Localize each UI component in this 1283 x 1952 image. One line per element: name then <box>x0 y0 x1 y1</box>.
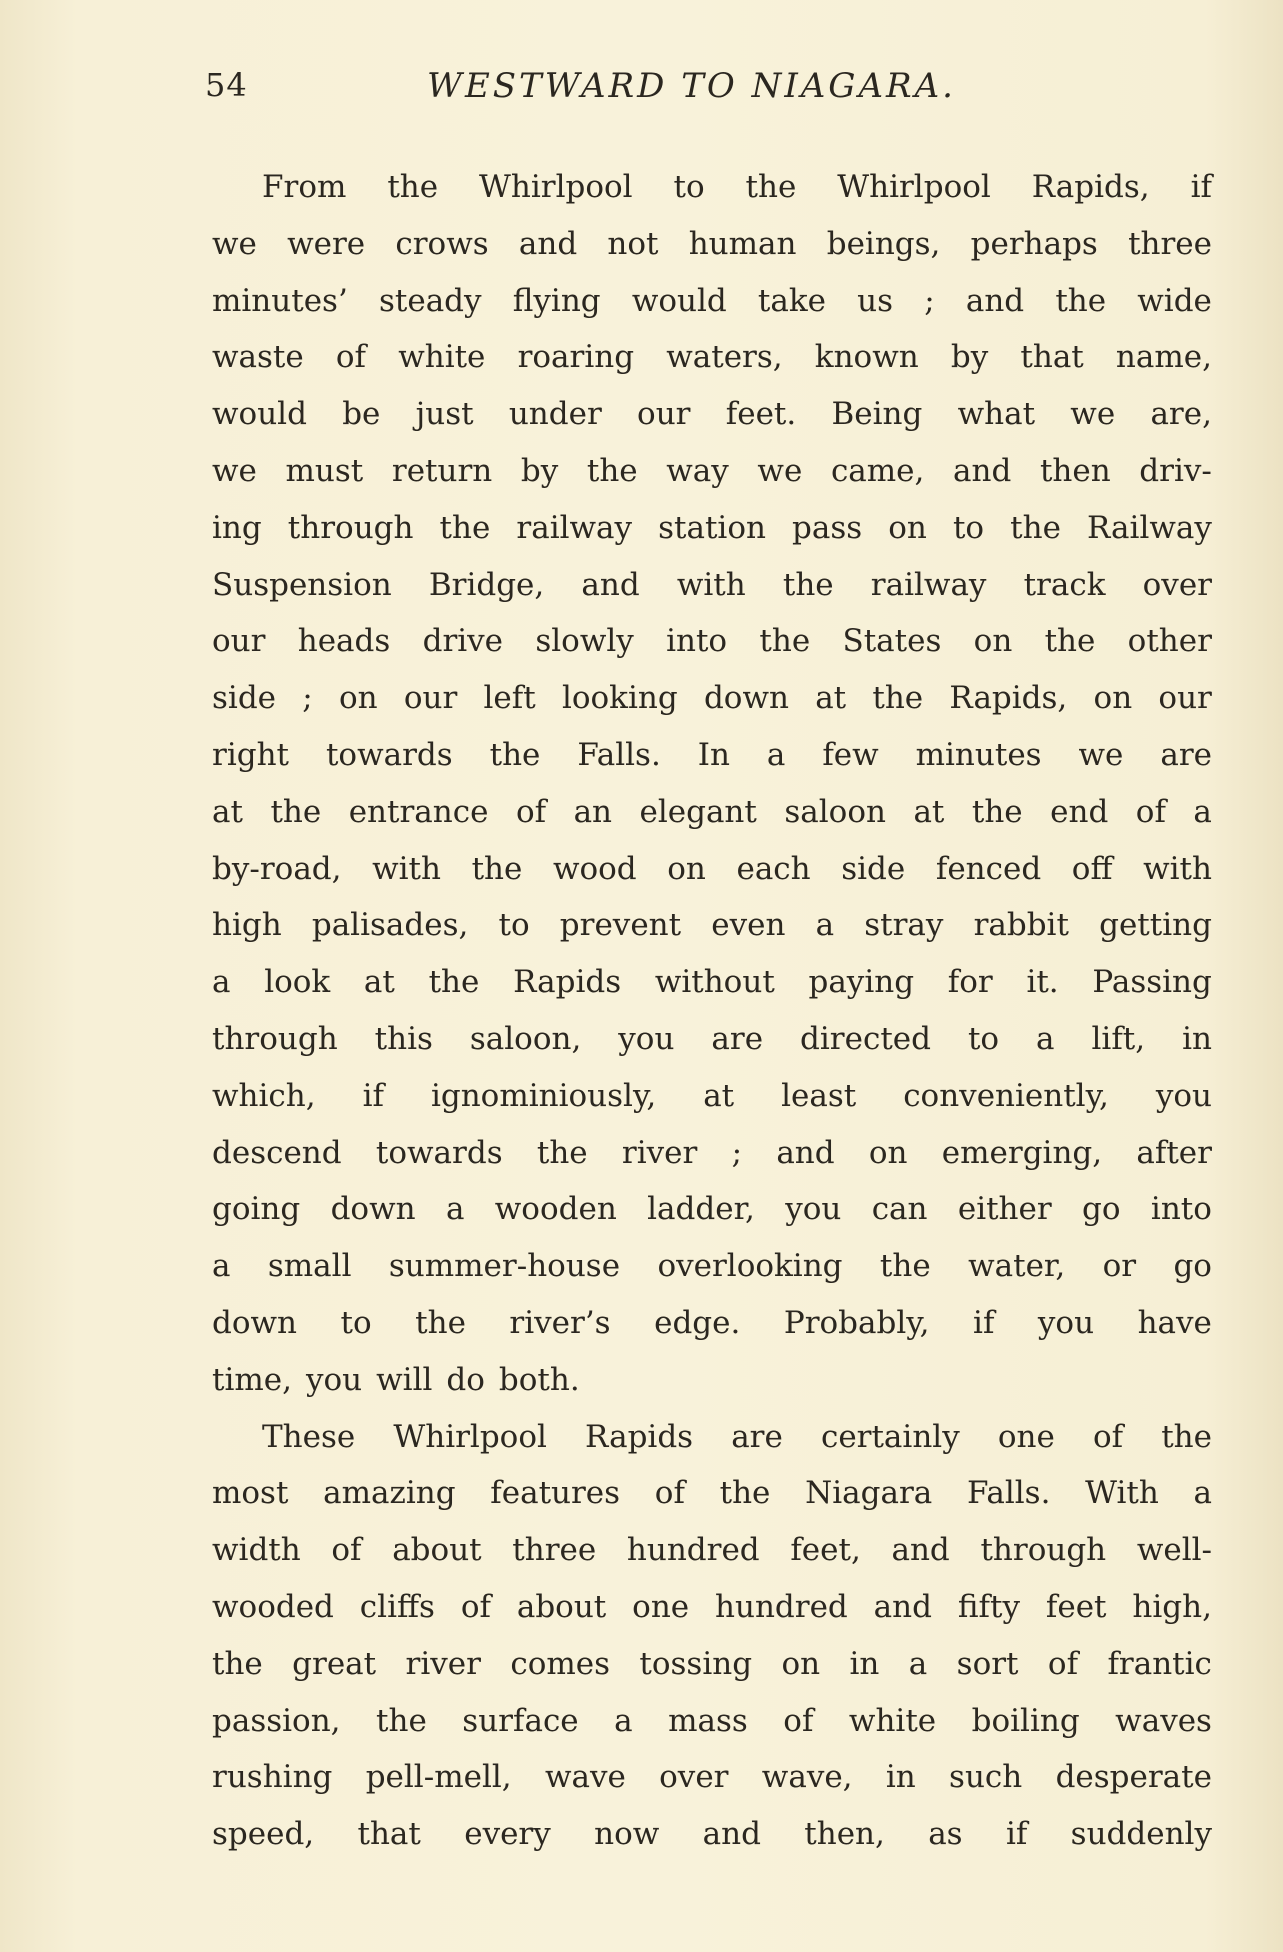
text-line: Suspension Bridge, and with the railway track over <box>212 566 1212 603</box>
text-line: ing through the railway station pass on to the Railway <box>212 509 1212 546</box>
text-line: at the entrance of an elegant saloon at the end of a <box>212 793 1212 830</box>
text-line: most amazing features of the Niagara Falls. With a <box>212 1475 1212 1512</box>
text-line: descend towards the river ; and on emerging, after <box>212 1134 1212 1171</box>
running-head <box>205 66 1215 116</box>
running-title: WESTWARD TO NIAGARA. <box>427 66 956 106</box>
text-line: the great river comes tossing on in a sort of frantic <box>212 1645 1212 1682</box>
body-text <box>212 159 1212 1863</box>
text-line: side ; on our left looking down at the Rapids, on our <box>212 680 1212 717</box>
text-line: down to the river’s edge. Probably, if you have <box>212 1304 1212 1341</box>
text-line: a look at the Rapids without paying for it. Passing <box>212 964 1212 1001</box>
text-line: These Whirlpool Rapids are certainly one of the <box>262 1418 1212 1455</box>
text-line: speed, that every now and then, as if suddenly <box>212 1816 1212 1853</box>
text-line: right towards the Falls. In a few minutes we are <box>212 736 1212 773</box>
text-line: would be just under our feet. Being what we are, <box>212 396 1212 433</box>
text-line: we must return by the way we came, and then driv- <box>212 452 1212 489</box>
text-line: our heads drive slowly into the States on the other <box>212 623 1212 660</box>
text-line: wooded cliffs of about one hundred and fifty feet high, <box>212 1588 1212 1625</box>
text-line: going down a wooden ladder, you can either go into <box>212 1191 1212 1228</box>
text-line: time, you will do both. <box>212 1361 580 1398</box>
text-line: waste of white roaring waters, known by that name, <box>212 339 1212 376</box>
text-line: high palisades, to prevent even a stray rabbit getting <box>212 907 1212 944</box>
text-line: width of about three hundred feet, and through well- <box>212 1532 1212 1569</box>
text-line: minutes’ steady flying would take us ; and the wide <box>212 282 1212 319</box>
text-line: a small summer-house overlooking the water, or go <box>212 1248 1212 1285</box>
page-number: 54 <box>205 66 248 104</box>
text-line: rushing pell-mell, wave over wave, in such desperate <box>212 1759 1212 1796</box>
text-line: we were crows and not human beings, perhaps three <box>212 225 1212 262</box>
text-line: by-road, with the wood on each side fenced off with <box>212 850 1212 887</box>
text-line: through this saloon, you are directed to a lift, in <box>212 1020 1212 1057</box>
text-line: passion, the surface a mass of white boiling waves <box>212 1702 1212 1739</box>
text-line: which, if ignominiously, at least conveniently, you <box>212 1077 1212 1114</box>
text-line: From the Whirlpool to the Whirlpool Rapids, if <box>262 169 1212 205</box>
